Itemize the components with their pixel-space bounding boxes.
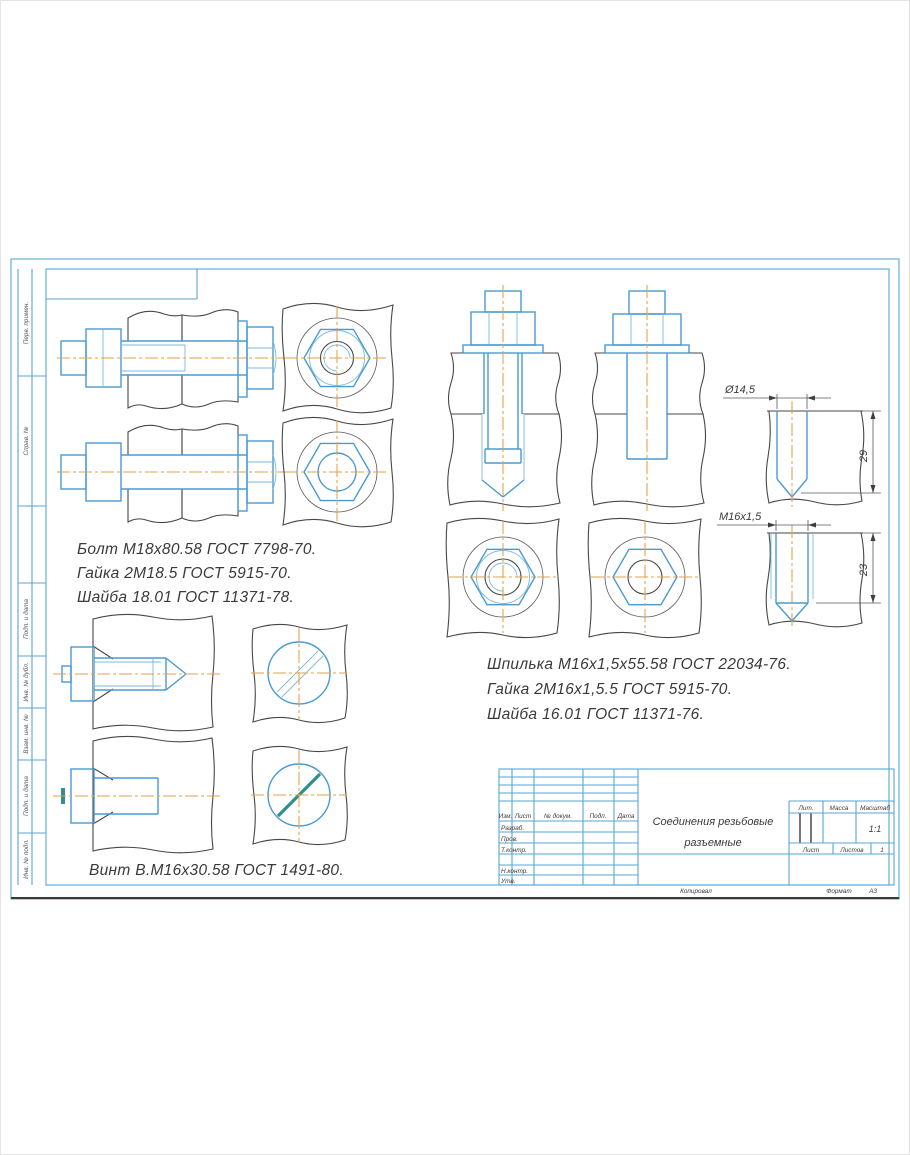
screw-side-view-section — [53, 646, 221, 702]
dim-thread: М16х1,5 — [719, 511, 762, 523]
footer-format-value: А3 — [869, 888, 877, 895]
tb-title-line2: разъемные — [684, 837, 742, 849]
threaded-hole-detail — [717, 511, 881, 629]
strip-label-podp-data-1: Подп. и дата — [23, 598, 30, 640]
tb-masshtab-label: Масштаб — [860, 805, 890, 812]
strip-label-podp-data-2: Подп. и дата — [23, 775, 30, 817]
footer-kopiroval: Копировал — [680, 888, 712, 895]
screw-note-line1: Винт В.М16х30.58 ГОСТ 1491-80. — [89, 862, 344, 879]
strip-label-inv-podl: Инв. № подл. — [23, 839, 30, 879]
stud-side-view-section — [463, 285, 543, 511]
dim-drill-depth: 29 — [858, 449, 870, 463]
screw-connection-views — [53, 614, 347, 879]
bolt-connection-views — [57, 303, 393, 606]
tb-scale-value: 1:1 — [868, 824, 882, 834]
tb-listov-value: 1 — [880, 847, 884, 854]
strip-label-vzam-inv: Взам. инв. № — [23, 714, 30, 754]
tb-listov-label: Листов — [840, 847, 864, 854]
strip-label-perv-primen: Перв. примен. — [23, 301, 30, 345]
tb-list-label: Лист — [802, 847, 820, 854]
bolt-end-view-1 — [282, 303, 393, 412]
dim-thread-depth: 23 — [858, 563, 870, 577]
stud-side-view-simplified — [605, 285, 689, 511]
strip-label-inv-dubl: Инв. № дубл. — [23, 662, 30, 702]
tb-row-razrab: Разраб. — [501, 825, 525, 832]
stud-top-view-2 — [588, 518, 701, 637]
tb-row-prov: Пров. — [501, 836, 518, 843]
tb-lit-label: Лит. — [798, 805, 814, 812]
title-block — [499, 769, 894, 885]
strip-label-sprav-n: Справ. № — [23, 426, 30, 456]
tb-row-utv: Утв. — [501, 878, 516, 885]
stud-top-view-1 — [446, 518, 559, 637]
bolt-side-view-section — [57, 321, 289, 397]
drilled-hole-detail — [723, 384, 881, 507]
bolt-note-line2: Гайка 2М18.5 ГОСТ 5915-70. — [77, 565, 292, 582]
stud-note-line1: Шпилька М16х1,5х55.58 ГОСТ 22034-76. — [487, 656, 791, 673]
tb-col-podp: Подп. — [589, 813, 607, 820]
bolt-side-view-simplified — [57, 435, 289, 511]
hole-detail-views — [717, 384, 881, 629]
tb-col-ndoc: № докум. — [543, 813, 573, 820]
tb-col-list: Лист — [514, 813, 532, 820]
drawing-sheet — [1, 1, 910, 1155]
tb-col-izm: Изм. — [498, 813, 513, 820]
bolt-note-line3: Шайба 18.01 ГОСТ 11371-78. — [77, 589, 295, 606]
dim-drill-dia: Ø14,5 — [725, 384, 755, 396]
screw-end-view-1 — [251, 624, 347, 722]
bolt-end-view-2 — [282, 417, 393, 526]
screw-side-view-simplified — [53, 768, 221, 824]
tb-title-line1: Соединения резьбовые — [652, 816, 774, 828]
bolt-note-line1: Болт М18х80.58 ГОСТ 7798-70. — [77, 541, 317, 558]
screw-end-view-2 — [251, 746, 347, 844]
tb-col-data: Дата — [617, 813, 635, 820]
stud-connection-views — [446, 285, 791, 723]
stud-note-line2: Гайка 2М16х1,5.5 ГОСТ 5915-70. — [487, 681, 733, 698]
stud-note-line3: Шайба 16.01 ГОСТ 11371-76. — [487, 706, 705, 723]
tb-row-tkontr: Т.контр. — [501, 847, 527, 854]
tb-massa-label: Масса — [829, 805, 849, 812]
footer-format-label: Формат — [826, 888, 852, 895]
tb-row-nkontr: Н.контр. — [501, 868, 529, 875]
